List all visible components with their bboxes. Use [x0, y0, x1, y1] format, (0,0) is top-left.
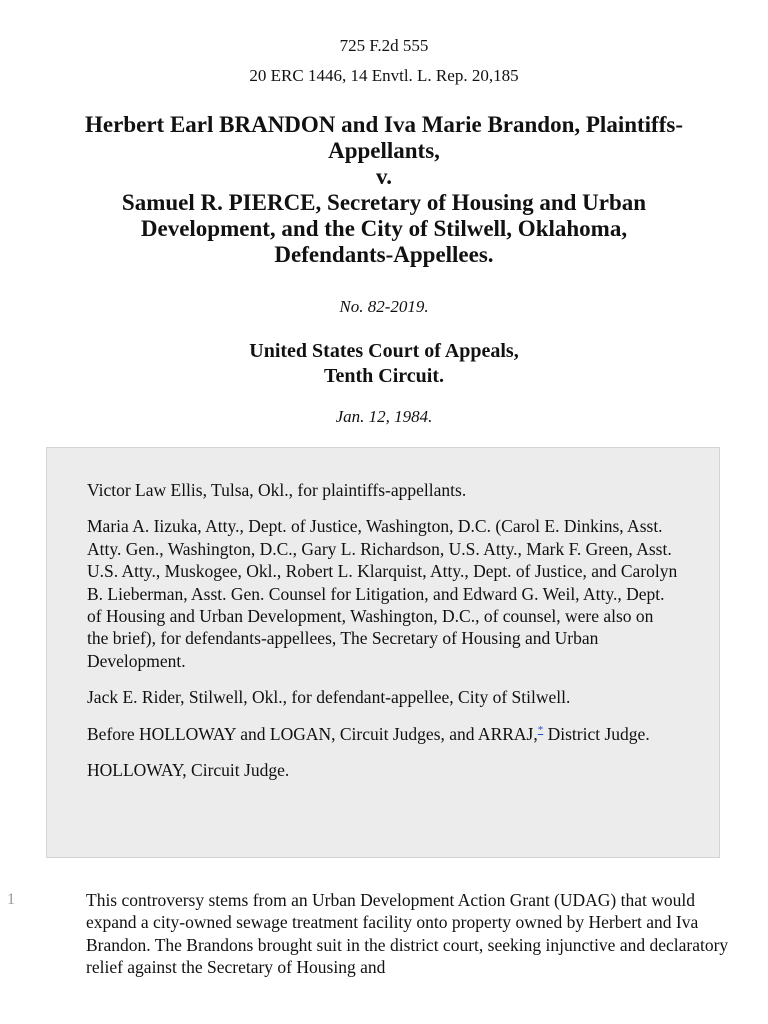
paragraph-number: 1 [7, 891, 15, 908]
author-judge: HOLLOWAY, Circuit Judge. [87, 760, 290, 781]
case-title-line: Development, and the City of Stilwell, Oklahoma, [140, 216, 628, 241]
case-title [40, 112, 728, 268]
court-name [0, 339, 768, 389]
case-title-line: Defendants-Appellees. [274, 242, 494, 267]
docket-number: No. 82-2019. [339, 297, 429, 316]
decision-date: Jan. 12, 1984. [335, 407, 433, 426]
counsel-box [46, 447, 720, 858]
court-circuit-line: Tenth Circuit. [323, 365, 445, 387]
opinion-paragraph [40, 889, 730, 979]
opinion-paragraph-text: This controversy stems from an Urban Development Action Grant (UDAG) that would expand a city-owned sewage treatment facility onto property owned by Herbert and Iva Brandon. The Brandons brought suit in the district court, seeking injunctive and declaratory relief against the Secretary of Housing and [86, 890, 729, 978]
reporter-citation: 725 F.2d 555 [339, 36, 429, 55]
footnote-link[interactable]: * [537, 723, 544, 736]
panel-text-suffix: District Judge. [543, 723, 650, 744]
panel-text: Before HOLLOWAY and LOGAN, Circuit Judges, and ARRAJ, [87, 723, 538, 744]
counsel-paragraph: Victor Law Ellis, Tulsa, Okl., for plaintiffs-appellants. [87, 480, 467, 500]
case-title-versus: v. [376, 164, 392, 189]
court-name-line: United States Court of Appeals, [249, 340, 519, 362]
counsel-paragraph: Maria A. Iizuka, Atty., Dept. of Justice, Washington, D.C. (Carol E. Dinkins, Asst. Atty. Gen., Washington, D.C., Gary L. Richardson, U.S. Atty., Mark F. Green, Asst. U.S. Atty., Muskogee, Okl., Robert L. Klarquist, Atty., Dept. of Justice, and Carolyn B. Lieberman, Asst. Gen. Counsel for Litigation, and Edward G. Weil, Atty., Dept. of Housing and Urban Development, Washington, D.C., of counsel, were also on the brief), for defendants-appellees, The Secretary of Housing and Urban Development. [87, 516, 678, 671]
case-title-line: Appellants, [328, 138, 440, 163]
panel-paragraph [87, 723, 679, 745]
case-title-line: Samuel R. PIERCE, Secretary of Housing and Urban [121, 190, 647, 215]
case-title-line: Herbert Earl BRANDON and Iva Marie Brandon, Plaintiffs- [85, 112, 683, 137]
parallel-citations: 20 ERC 1446, 14 Envtl. L. Rep. 20,185 [249, 66, 519, 85]
counsel-paragraph: Jack E. Rider, Stilwell, Okl., for defendant-appellee, City of Stilwell. [87, 687, 571, 708]
